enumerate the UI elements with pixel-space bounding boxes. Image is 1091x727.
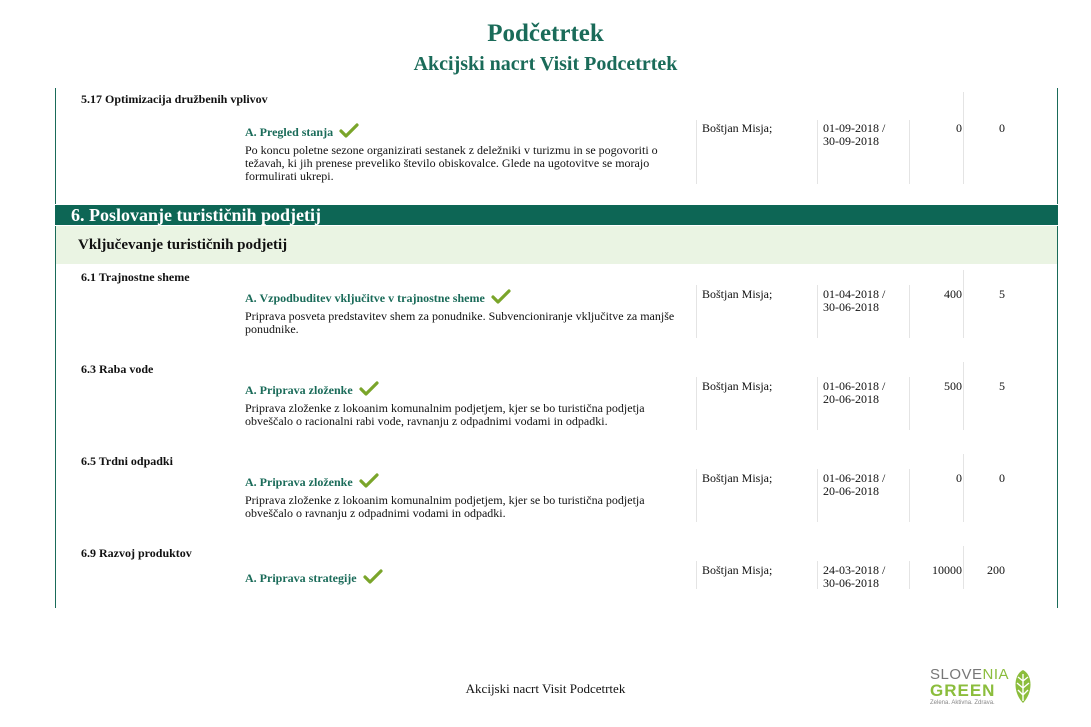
column-divider	[963, 92, 964, 184]
column-divider	[817, 285, 818, 338]
column-divider	[817, 120, 818, 184]
item-title-6-5: 6.5 Trdni odpadki	[81, 454, 173, 468]
check-icon	[359, 381, 379, 401]
column-divider	[909, 469, 910, 522]
date-cell: 24-03-2018 / 30-06-2018	[823, 563, 886, 590]
value1-cell: 400	[944, 287, 962, 301]
check-icon	[491, 289, 511, 309]
value1-cell: 10000	[932, 563, 962, 577]
column-divider	[696, 561, 697, 589]
action-title: A. Pregled stanja	[245, 123, 685, 143]
date-cell: 01-06-2018 / 20-06-2018	[823, 471, 886, 498]
column-divider	[696, 285, 697, 338]
value1-cell: 500	[944, 379, 962, 393]
action-block	[245, 473, 685, 520]
value2-cell: 0	[999, 471, 1005, 485]
section-bar: 6. Poslovanje turističnih podjetij	[55, 205, 1058, 225]
owner-cell: Boštjan Misja;	[702, 379, 773, 393]
leaf-icon	[1012, 669, 1034, 705]
subsection-bar: Vključevanje turističnih podjetij	[56, 226, 1057, 264]
action-title: A. Vzpodbuditev vključitve v trajnostne sheme	[245, 289, 685, 309]
item-title-5-17: 5.17 Optimizacija družbenih vplivov	[81, 92, 268, 106]
column-divider	[909, 561, 910, 589]
owner-cell: Boštjan Misja;	[702, 287, 773, 301]
action-block	[245, 381, 685, 428]
column-divider	[817, 377, 818, 430]
check-icon	[363, 569, 383, 589]
value2-cell: 5	[999, 287, 1005, 301]
owner-cell: Boštjan Misja;	[702, 563, 773, 577]
action-description: Po koncu poletne sezone organizirati sestanek z deležniki v turizmu in se pogovoriti o težavah, ki jih prenese preveliko število obiskovalce. Glede na ugotovitve se morajo formulirati ukrepi.	[245, 143, 658, 183]
column-divider	[696, 469, 697, 522]
date-cell: 01-09-2018 / 30-09-2018	[823, 121, 886, 148]
column-divider	[817, 469, 818, 522]
column-divider	[963, 362, 964, 430]
item-title-6-3: 6.3 Raba vode	[81, 362, 154, 376]
column-divider	[696, 377, 697, 430]
value2-cell: 0	[999, 121, 1005, 135]
action-title: A. Priprava zloženke	[245, 381, 685, 401]
column-divider	[963, 454, 964, 522]
owner-cell: Boštjan Misja;	[702, 471, 773, 485]
column-divider	[963, 546, 964, 589]
value2-cell: 5	[999, 379, 1005, 393]
action-description: Priprava zloženke z lokoanim komunalnim podjetjem, kjer se bo turistična podjetja obveščalo o racionalni rabi vode, ravnanju z odpadnimi vodami in odpadki.	[245, 401, 645, 428]
action-block	[245, 569, 685, 590]
column-divider	[696, 120, 697, 184]
check-icon	[359, 473, 379, 493]
column-divider	[909, 377, 910, 430]
column-divider	[963, 270, 964, 338]
action-description: Priprava posveta predstavitev shem za ponudnike. Subvencioniranje vključitve za manjše ponudnike.	[245, 309, 675, 336]
date-cell: 01-06-2018 / 20-06-2018	[823, 379, 886, 406]
action-title: A. Priprava zloženke	[245, 473, 685, 493]
check-icon	[339, 123, 359, 143]
date-cell: 01-04-2018 / 30-06-2018	[823, 287, 886, 314]
action-block	[245, 289, 685, 336]
value1-cell: 0	[956, 121, 962, 135]
item-title-6-9: 6.9 Razvoj produktov	[81, 546, 192, 560]
item-title-6-1: 6.1 Trajnostne sheme	[81, 270, 190, 284]
document-title: Podčetrtek	[487, 20, 604, 47]
column-divider	[909, 120, 910, 184]
action-block	[245, 123, 685, 183]
owner-cell: Boštjan Misja;	[702, 121, 773, 135]
footer-text: Akcijski nacrt Visit Podcetrtek	[465, 681, 626, 696]
slovenia-green-logo: SLOVENIA GREEN Zelena. Aktivna. Zdrava.	[930, 667, 1040, 709]
action-description: Priprava zloženke z lokoanim komunalnim podjetjem, kjer se bo turistična podjetja obveščalo o ravnanju z odpadnimi vodami in odpadki.	[245, 493, 645, 520]
column-divider	[817, 561, 818, 589]
action-title: A. Priprava strategije	[245, 569, 685, 589]
value1-cell: 0	[956, 471, 962, 485]
document-subtitle: Akcijski nacrt Visit Podcetrtek	[413, 53, 678, 75]
value2-cell: 200	[987, 563, 1005, 577]
column-divider	[909, 285, 910, 338]
document-header	[0, 18, 1091, 77]
